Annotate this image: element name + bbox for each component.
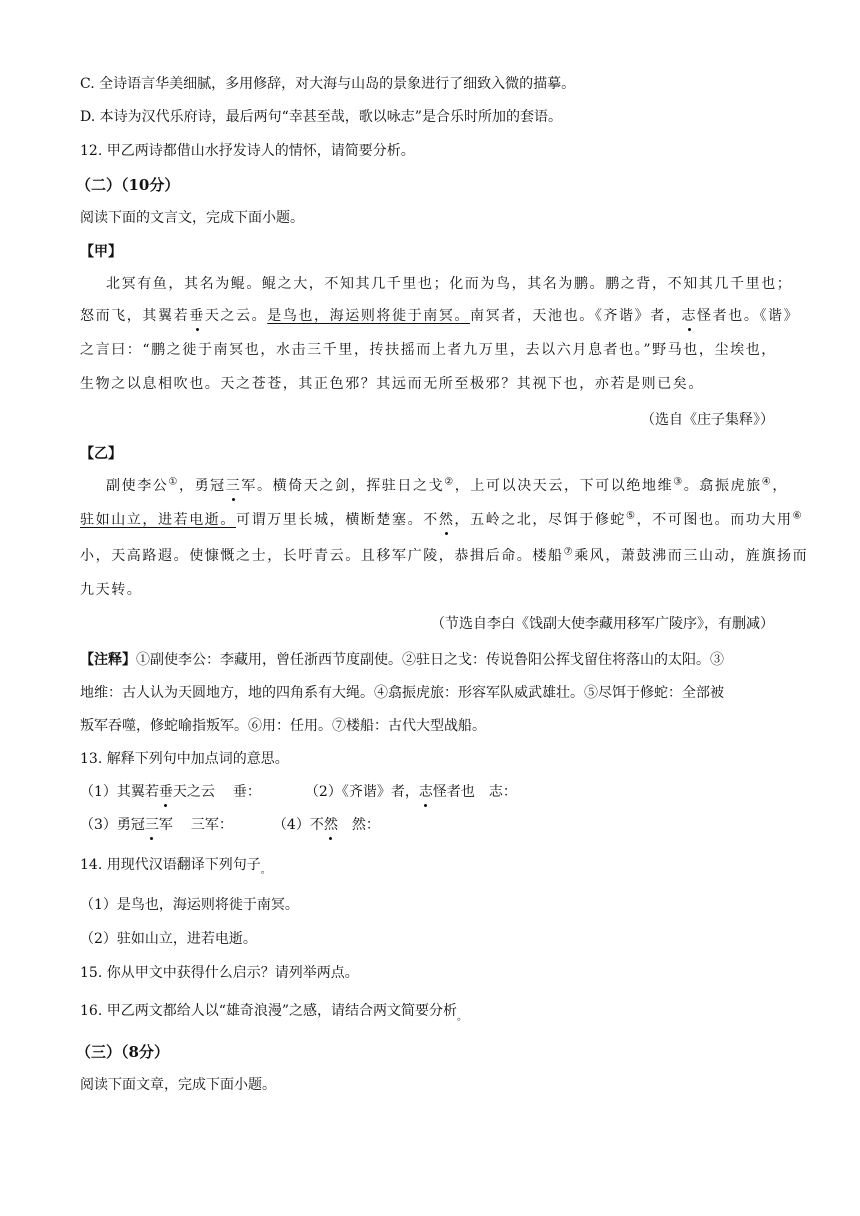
q14-stem-text: 14. 用现代汉语翻译下列句子 (80, 857, 261, 873)
yi-text: 乘风，萧鼓沸而三山动，旌旗扬而 (574, 548, 809, 564)
q16-question (80, 1001, 467, 1023)
yi-text: 可谓万里长城，横断楚塞。不 (236, 512, 439, 528)
yi-line-4: 九天转。 (80, 582, 143, 598)
q13-item: （2）《齐谐》者， (304, 784, 419, 800)
q13-answer-label: 垂： (232, 784, 261, 800)
jia-text: 怒而飞，其翼若 (80, 308, 190, 324)
dotted-word: 然 (438, 512, 455, 528)
q13-item: （4）不 (272, 817, 324, 833)
jia-text: 怪者也。《谐》 (697, 308, 800, 324)
q12-question: 12. 甲乙两诗都借山水抒发诗人的情怀，请简要分析。 (80, 143, 415, 159)
jia-line-2 (80, 306, 799, 326)
q14-stem (80, 855, 271, 877)
note-ref: ② (444, 476, 455, 488)
dotted-word: 垂 (189, 308, 205, 324)
dotted-word: 三 (144, 817, 159, 833)
dotted-word: 志 (418, 784, 433, 800)
section2-heading: （二）（10分） (76, 176, 180, 194)
note-ref: ⑤ (626, 510, 637, 522)
yi-text: ，五岭之北，尽饵于修蛇 (454, 512, 627, 528)
underlined-sentence: 是鸟也，海运则将徙于南冥。 (267, 308, 471, 324)
note-ref: ① (168, 476, 179, 488)
notes-label: 【注释】 (80, 652, 136, 668)
q13-row-2 (80, 815, 380, 835)
jia-line-4: 生物之以息相吹也。天之苍苍，其正色邪？其远而无所至极邪？其视下也，亦若是则已矣。 (80, 376, 704, 392)
q13-item: 怪者也 (432, 784, 475, 800)
q15-question: 15. 你从甲文中获得什么启示？请列举两点。 (80, 965, 359, 981)
yi-line-2 (80, 510, 803, 530)
yi-text: ，上可以决天云，下可以绝地维 (454, 478, 674, 494)
note-ref: ⑥ (792, 510, 804, 522)
yi-text: 小，天高路遐。使慷慨之士，长吁青云。且移军广陵，恭揖后命。楼船 (80, 548, 564, 564)
q11-option-d: D. 本诗为汉代乐府诗，最后两句“幸甚至哉，歌以咏志”是合乐时所加的套语。 (80, 109, 562, 125)
q13-answer-label: 然： (351, 817, 380, 833)
yi-line-1 (106, 476, 788, 496)
q13-item: 军 (158, 817, 173, 833)
yi-text: 军。横倚天之剑，挥驻日之戈 (241, 478, 445, 494)
jia-label: 【甲】 (80, 244, 122, 260)
dotted-word: 三 (225, 478, 242, 494)
q14-item-2: （2）驻如山立，进若电逝。 (80, 931, 257, 947)
jia-line-3: 之言曰：“鹏之徙于南冥也，水击三千里，抟扶摇而上者九万里，去以六月息者也。”野马也，尘埃也， (80, 342, 777, 358)
jia-source: （选自《庄子集释》） (641, 412, 774, 428)
q13-item: （3）勇冠 (80, 817, 145, 833)
q13-item: （1）其翼若 (80, 784, 159, 800)
q14-stem-mark: 。 (260, 865, 271, 876)
yi-line-3 (80, 546, 808, 566)
jia-text: 天之云。 (204, 308, 268, 324)
q11-option-c: C. 全诗语言华美细腻，多用修辞，对大海与山岛的景象进行了细致入微的描摹。 (80, 76, 576, 92)
jia-text: 南冥者，天池也。《齐谐》者， (470, 308, 682, 324)
yi-text: ，不可图也。而功大用 (636, 512, 793, 528)
q13-stem: 13. 解释下列句中加点词的意思。 (80, 751, 289, 767)
note-ref: ⑦ (563, 546, 575, 558)
q16-mark: 。 (457, 1012, 468, 1023)
underlined-sentence: 驻如山立，进若电逝。 (80, 512, 236, 528)
q13-row-1 (80, 782, 517, 802)
q13-item: 天之云 (172, 784, 215, 800)
yi-text: 。翕振虎旅 (683, 478, 762, 494)
yi-text: ， (772, 478, 788, 494)
q16-text: 16. 甲乙两文都给人以“雄奇浪漫”之感，请结合两文简要分析 (80, 1003, 458, 1019)
notes-line-1 (80, 650, 724, 670)
note-ref: ④ (761, 476, 773, 488)
dotted-word: 然 (323, 817, 338, 833)
q14-item-1: （1）是鸟也，海运则将徙于南冥。 (80, 897, 299, 913)
yi-text: ，勇冠 (178, 478, 226, 494)
q13-answer-label: 三军： (190, 817, 233, 833)
notes-line-2: 地维：古人认为天圆地方，地的四角系有大绳。④翕振虎旅：形容军队威武雄壮。⑤尽饵于修蛇：全部被 (80, 685, 724, 701)
notes-line-3: 叛军吞噬，修蛇喻指叛军。⑥用：任用。⑦楼船：古代大型战船。 (80, 718, 486, 734)
yi-text: 副使李公 (106, 478, 169, 494)
section3-heading: （三）（8分） (76, 1043, 169, 1061)
jia-line-1: 北冥有鱼，其名为鲲。鲲之大，不知其几千里也；化而为鸟，其名为鹏。鹏之背，不知其几千里也； (106, 276, 793, 292)
notes-text: ①副使李公：李藏用，曾任浙西节度副使。②驻日之戈：传说鲁阳公挥戈留住将落山的太阳。③ (136, 652, 724, 668)
note-ref: ③ (673, 476, 684, 488)
dotted-word: 志 (681, 308, 698, 324)
section3-instruction: 阅读下面文章，完成下面小题。 (80, 1077, 276, 1093)
dotted-word: 垂 (158, 784, 173, 800)
yi-label: 【乙】 (80, 446, 122, 462)
yi-source: （节选自李白《饯副大使李藏用移军广陵序》，有删减） (431, 616, 774, 632)
section2-instruction: 阅读下面的文言文，完成下面小题。 (80, 210, 304, 226)
q13-answer-label: 志： (488, 784, 517, 800)
